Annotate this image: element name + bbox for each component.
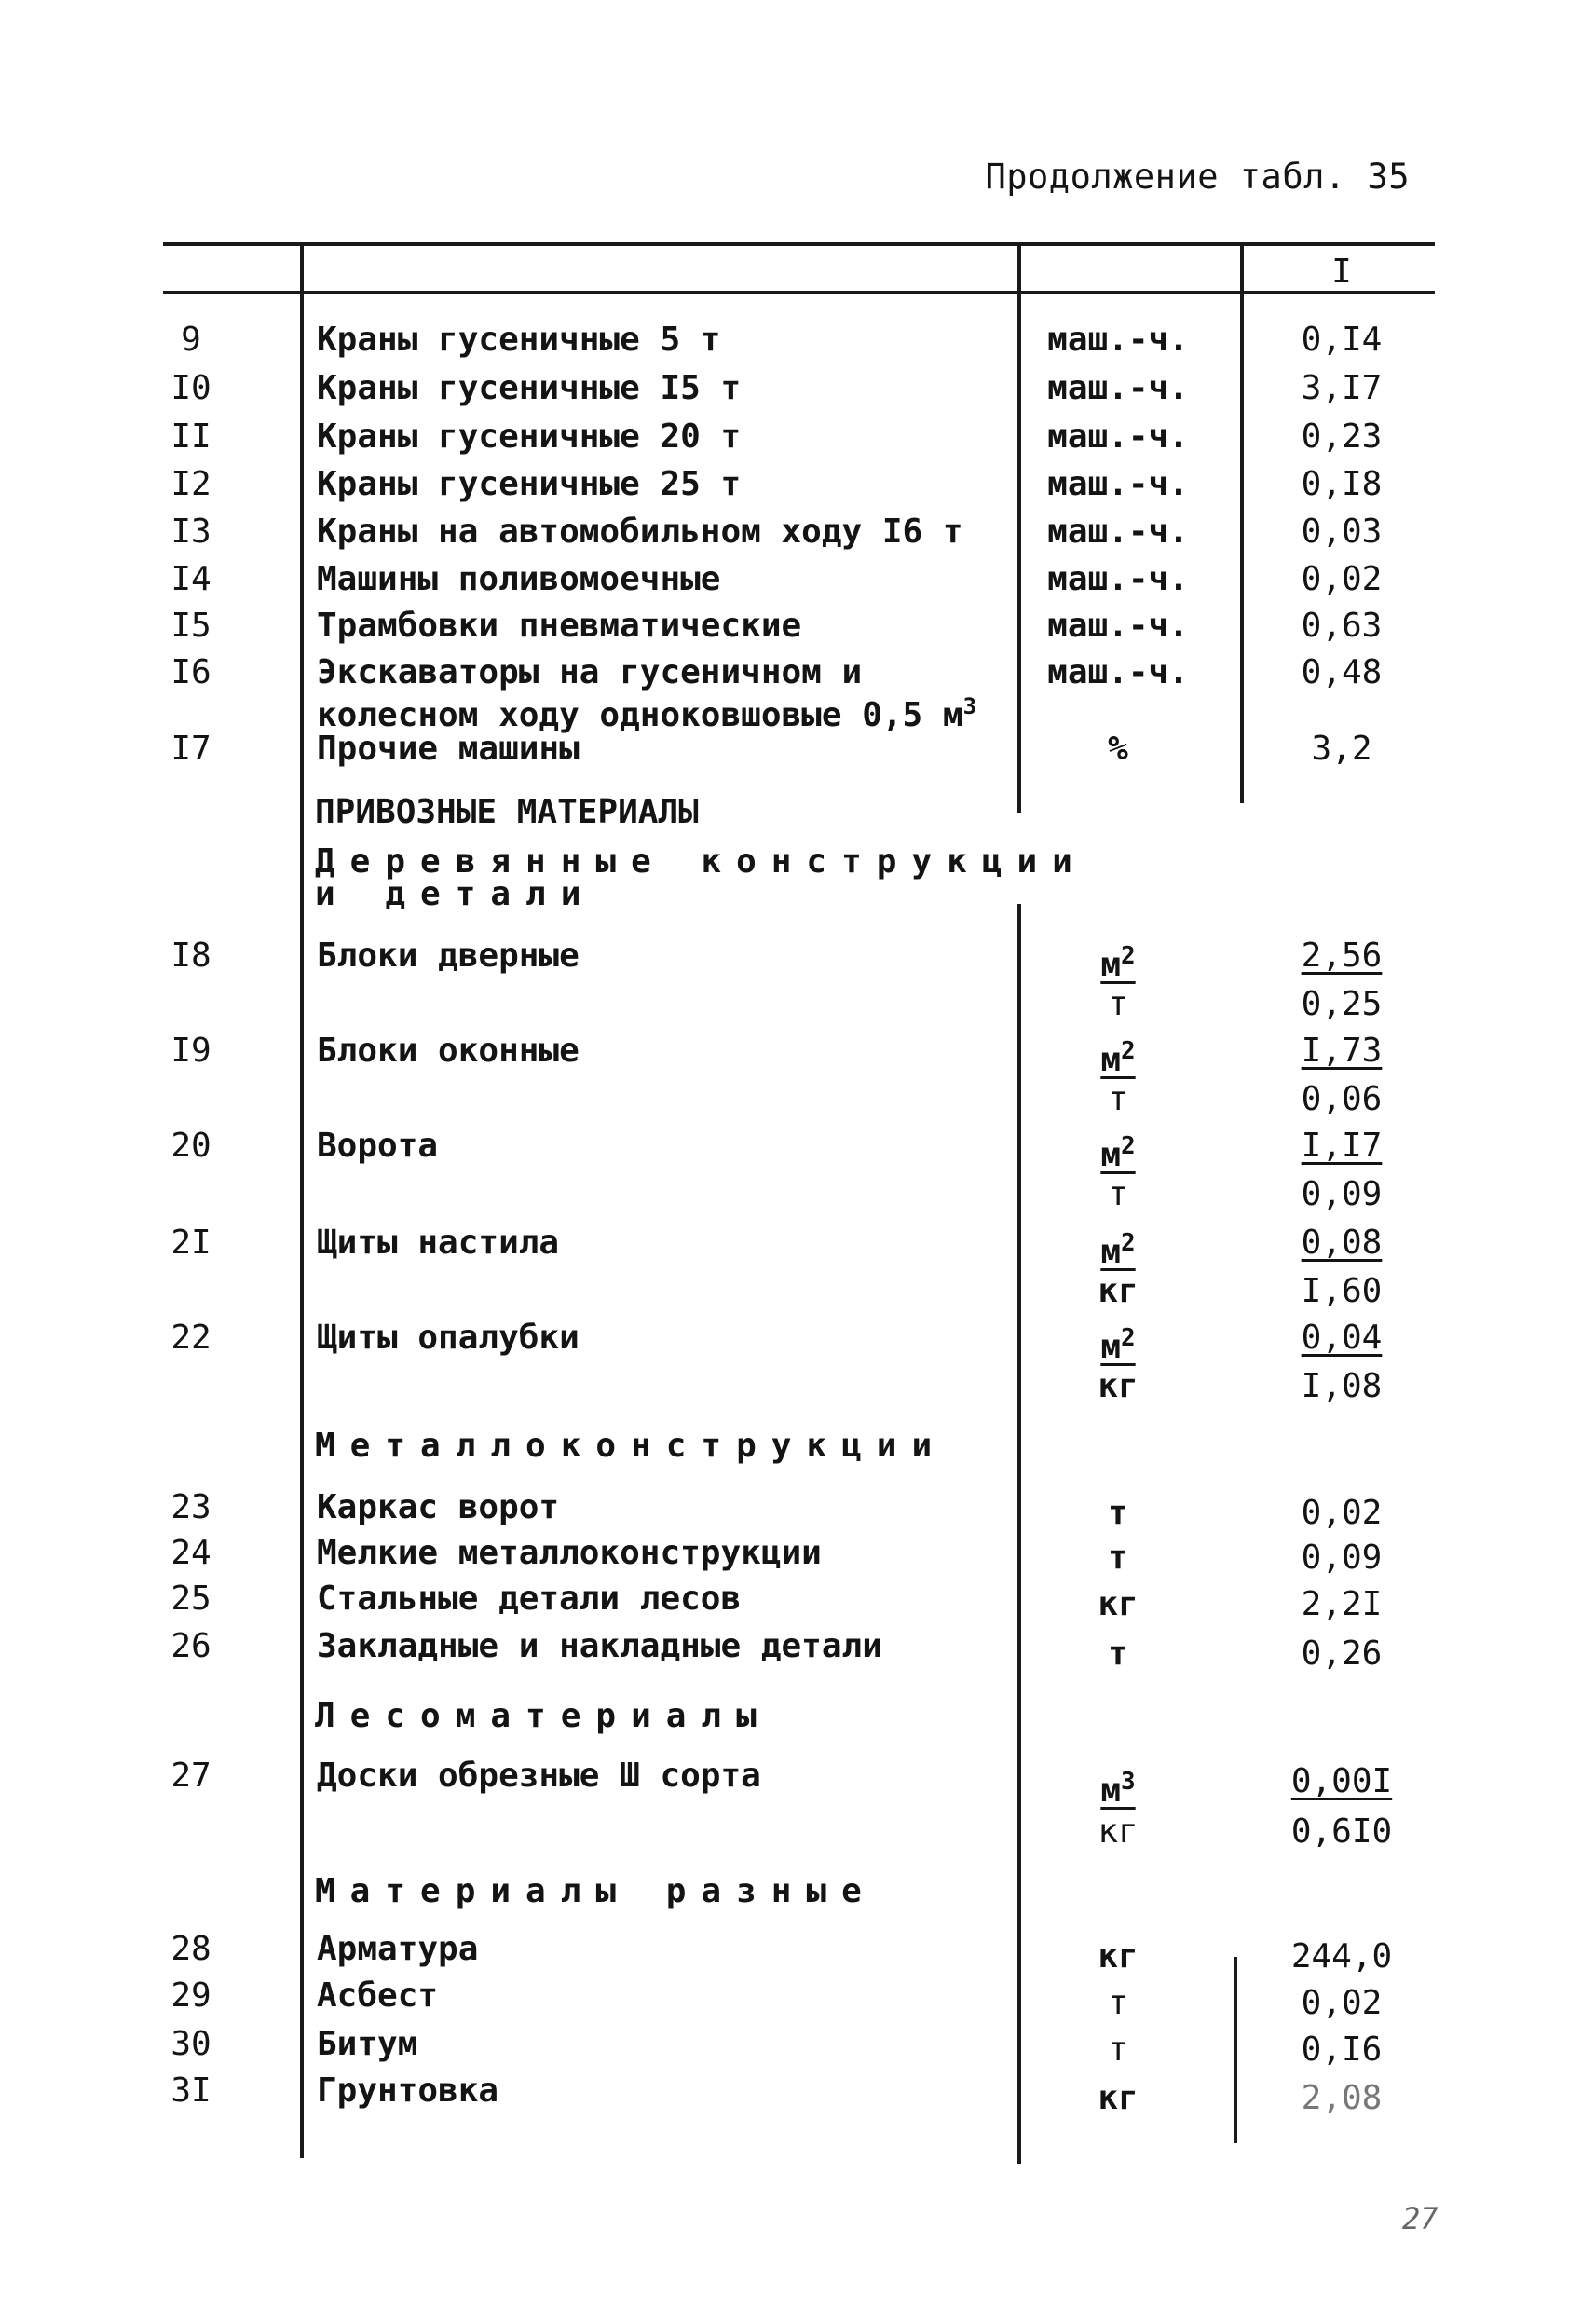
row-number: II — [171, 417, 211, 456]
row-unit: кг — [1098, 2079, 1139, 2117]
row-name: Мелкие металлоконструкции — [317, 1534, 822, 1572]
section-heading-wood-line1: Деревянные конструкции — [315, 842, 1087, 881]
row-value: 3,I7 — [1301, 369, 1383, 407]
row-value-secondary: I,08 — [1301, 1367, 1383, 1405]
row-value-secondary: 0,09 — [1301, 1175, 1383, 1213]
row-name: Машины поливомоечные — [317, 560, 721, 598]
section-heading-metal: Металлоконструкции — [315, 1427, 948, 1465]
row-value: 0,26 — [1301, 1634, 1383, 1673]
row-unit: кг — [1098, 1937, 1139, 1976]
row-number: 20 — [171, 1127, 211, 1165]
row-value: 244,0 — [1290, 1937, 1393, 1976]
row-unit: т — [1108, 1538, 1128, 1577]
row-unit: т — [1108, 1494, 1128, 1532]
row-name-superscript: 3 — [962, 693, 977, 719]
row-name: Краны гусеничные 5 т — [317, 321, 721, 359]
row-name: Щиты опалубки — [317, 1319, 580, 1357]
row-name-line2-text: колесном ходу одноковшовые 0,5 м — [317, 696, 963, 734]
unit-superscript: 2 — [1121, 1324, 1136, 1352]
row-unit: маш.-ч. — [1047, 653, 1189, 691]
row-value: 0,48 — [1301, 653, 1383, 691]
row-unit: маш.-ч. — [1047, 417, 1189, 456]
row-name: Стальные детали лесов — [317, 1579, 742, 1618]
unit-superscript: 3 — [1121, 1768, 1136, 1796]
row-unit-secondary: т — [1108, 1175, 1128, 1213]
column-divider-1 — [300, 244, 304, 2158]
unit-text: м — [1100, 1136, 1122, 1174]
row-unit-primary — [1025, 937, 1211, 984]
row-value: 0,02 — [1301, 1984, 1383, 2022]
row-unit: % — [1108, 730, 1128, 768]
row-value: 0,63 — [1301, 607, 1383, 645]
header-col4-label: I — [1331, 253, 1352, 291]
row-name: Доски обрезные Ш сорта — [317, 1757, 761, 1795]
column-divider-3b — [1234, 1957, 1237, 2143]
section-heading-imported: ПРИВОЗНЫЕ МАТЕРИАЛЫ — [315, 793, 699, 831]
section-heading-wood-line2: и детали — [315, 875, 596, 913]
row-name: Краны гусеничные I5 т — [317, 369, 742, 407]
section-heading-misc: Материалы разные — [315, 1872, 877, 1910]
row-number: 25 — [171, 1579, 211, 1618]
unit-text: м — [1100, 1328, 1122, 1366]
row-unit-secondary: кг — [1098, 1367, 1139, 1405]
row-value-secondary: 0,06 — [1301, 1080, 1383, 1118]
unit-text: м — [1100, 1233, 1122, 1271]
row-unit-secondary: кг — [1098, 1812, 1139, 1851]
row-name: Ворота — [317, 1127, 439, 1165]
row-number: 3I — [171, 2072, 211, 2110]
row-number: I8 — [171, 937, 211, 975]
row-unit: т — [1108, 2031, 1128, 2069]
row-number: I4 — [171, 560, 211, 598]
row-unit: маш.-ч. — [1047, 513, 1189, 551]
row-unit: маш.-ч. — [1047, 560, 1189, 598]
row-name: Закладные и накладные детали — [317, 1627, 882, 1665]
unit-superscript: 2 — [1121, 1229, 1136, 1257]
row-name-line2 — [317, 688, 976, 734]
row-number: I0 — [171, 369, 211, 407]
row-value: 2,2I — [1301, 1585, 1383, 1623]
header-bottom-rule — [163, 291, 1435, 294]
row-value-primary: 0,04 — [1301, 1319, 1383, 1357]
row-number: 22 — [171, 1319, 211, 1357]
row-name: Каркас ворот — [317, 1488, 560, 1526]
row-unit: т — [1108, 1984, 1128, 2022]
row-name: Краны гусеничные 20 т — [317, 417, 742, 456]
row-unit: кг — [1098, 1585, 1139, 1623]
row-name: Краны гусеничные 25 т — [317, 465, 742, 503]
row-unit: маш.-ч. — [1047, 465, 1189, 503]
column-divider-3a — [1240, 244, 1244, 803]
row-name: Грунтовка — [317, 2072, 499, 2110]
row-value: 0,03 — [1301, 513, 1383, 551]
row-value: 0,02 — [1301, 1494, 1383, 1532]
row-unit: маш.-ч. — [1047, 321, 1189, 359]
row-unit-primary — [1025, 1128, 1211, 1174]
row-name: Блоки дверные — [317, 937, 580, 975]
row-number: 28 — [171, 1930, 211, 1968]
row-number: I9 — [171, 1032, 211, 1070]
unit-superscript: 2 — [1121, 942, 1136, 970]
row-name: Щиты настила — [317, 1224, 560, 1262]
unit-superscript: 2 — [1121, 1132, 1136, 1160]
table-caption: Продолжение табл. 35 — [985, 157, 1410, 197]
row-name: Блоки оконные — [317, 1032, 580, 1070]
row-number: 24 — [171, 1534, 211, 1572]
row-value-primary: 2,56 — [1301, 937, 1383, 975]
row-name-line1: Экскаваторы на гусеничном и — [317, 653, 863, 691]
row-name: Битум — [317, 2025, 418, 2063]
page-number: 27 — [1402, 2201, 1439, 2236]
row-value: 0,09 — [1301, 1538, 1383, 1577]
table-top-rule — [163, 242, 1435, 246]
row-number: I7 — [171, 730, 211, 768]
row-unit-secondary: т — [1108, 1080, 1128, 1118]
row-unit: т — [1108, 1634, 1128, 1673]
row-value: 0,23 — [1301, 417, 1383, 456]
row-name: Прочие машины — [317, 730, 580, 768]
row-name: Асбест — [317, 1976, 439, 2015]
row-number: 2I — [171, 1224, 211, 1262]
row-value: 0,I8 — [1301, 465, 1383, 503]
section-heading-lumber: Лесоматериалы — [315, 1697, 771, 1735]
row-unit: маш.-ч. — [1047, 369, 1189, 407]
row-unit-primary — [1025, 1763, 1211, 1810]
row-value-secondary: I,60 — [1301, 1272, 1383, 1310]
unit-text: м — [1100, 946, 1122, 984]
unit-text: м — [1100, 1771, 1122, 1810]
row-number: 9 — [181, 321, 201, 359]
row-value-secondary: 0,25 — [1301, 985, 1383, 1023]
row-unit-primary — [1025, 1032, 1211, 1079]
row-unit-secondary: т — [1108, 985, 1128, 1023]
row-value: 0,02 — [1301, 560, 1383, 598]
row-name: Арматура — [317, 1930, 479, 1968]
row-name: Трамбовки пневматические — [317, 607, 802, 645]
row-number: 30 — [171, 2025, 211, 2063]
row-number: 29 — [171, 1976, 211, 2015]
row-value: 2,08 — [1301, 2079, 1383, 2117]
row-value-primary: 0,00I — [1290, 1762, 1393, 1800]
row-number: 23 — [171, 1488, 211, 1526]
row-value: 0,I6 — [1301, 2031, 1383, 2069]
row-number: I2 — [171, 465, 211, 503]
row-unit-primary — [1025, 1320, 1211, 1366]
unit-superscript: 2 — [1121, 1037, 1136, 1065]
row-name: Краны на автомобильном ходу I6 т — [317, 513, 963, 551]
row-value-secondary: 0,6I0 — [1290, 1812, 1393, 1851]
row-value-primary: I,73 — [1301, 1032, 1383, 1070]
row-unit-primary — [1025, 1224, 1211, 1271]
row-unit: маш.-ч. — [1047, 607, 1189, 645]
row-number: 27 — [171, 1757, 211, 1795]
row-number: I6 — [171, 653, 211, 691]
row-value-primary: I,I7 — [1301, 1127, 1383, 1165]
row-number: I3 — [171, 513, 211, 551]
row-value: 0,I4 — [1301, 321, 1383, 359]
unit-text: м — [1100, 1041, 1122, 1079]
row-number: 26 — [171, 1627, 211, 1665]
row-number: I5 — [171, 607, 211, 645]
row-unit-secondary: кг — [1098, 1272, 1139, 1310]
row-value-primary: 0,08 — [1301, 1224, 1383, 1262]
column-divider-2a — [1017, 244, 1021, 813]
row-value: 3,2 — [1311, 730, 1372, 768]
column-divider-2b — [1017, 904, 1021, 2164]
